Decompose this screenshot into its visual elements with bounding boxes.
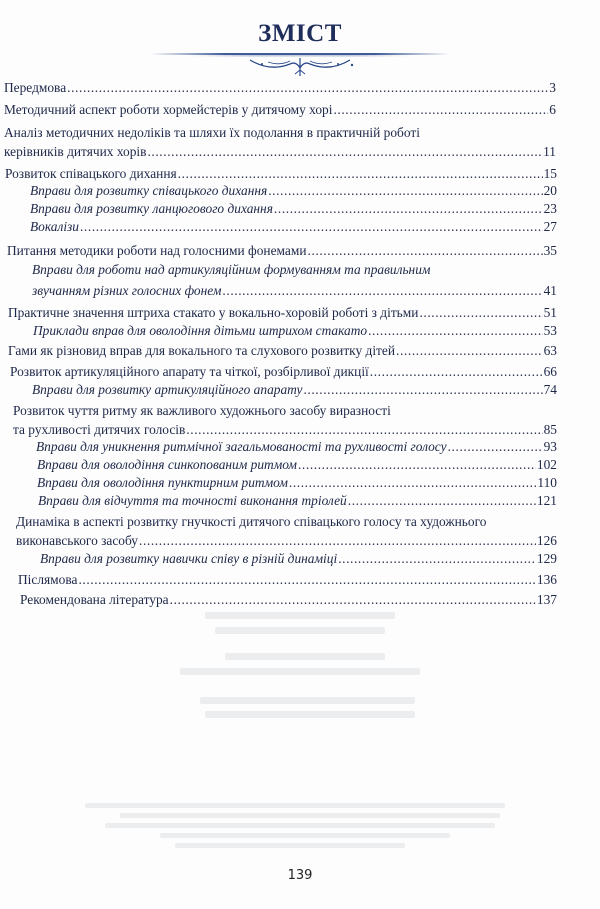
toc-entry-title: Вокалізи <box>30 219 79 234</box>
leader-dots <box>178 166 543 182</box>
toc-entry-title-continued: звучанням різних голосних фонем <box>32 283 222 298</box>
toc-subentry[interactable] <box>32 382 557 398</box>
toc-subentry[interactable] <box>30 219 557 235</box>
toc-entry-page: 129 <box>536 551 557 566</box>
toc-subentry[interactable] <box>37 457 557 473</box>
leader-dots <box>186 422 542 438</box>
toc-entry-page: 3 <box>549 80 556 95</box>
toc-entry-title: Рекомендована література <box>20 592 169 607</box>
toc-entry-page: 137 <box>536 592 557 607</box>
toc-entry-title-continued: керівників дитячих хорів <box>4 144 147 159</box>
toc-entry[interactable] <box>18 572 557 588</box>
toc-subentry[interactable] <box>38 493 557 509</box>
toc-entry[interactable] <box>20 592 557 608</box>
leader-dots <box>419 305 542 321</box>
toc-entry[interactable] <box>13 403 557 438</box>
toc-entry-page: 53 <box>543 323 557 338</box>
toc-entry-title-continued: та рухливості дитячих голосів <box>13 422 186 437</box>
toc-subentry[interactable] <box>40 551 557 567</box>
toc-entry-title: Розвиток співацького дихання <box>5 166 177 181</box>
leader-dots <box>139 533 536 549</box>
toc-entry-title: Гами як різновид вправ для вокального та слухового розвитку дітей <box>8 343 396 358</box>
toc-entry-page: 74 <box>543 382 557 397</box>
leader-dots <box>396 343 543 359</box>
leader-dots <box>303 382 542 398</box>
leader-dots <box>348 493 536 509</box>
toc-entry-title: Приклади вправ для оволодіння дітьми штрихом стакато <box>33 323 368 338</box>
toc-entry-page: 20 <box>543 183 557 198</box>
toc-entry-title: Вправи для розвитку навички співу в різній динаміці <box>40 551 338 566</box>
toc-entry-page: 110 <box>537 475 557 490</box>
toc-entry[interactable] <box>4 102 556 118</box>
toc-entry-page: 41 <box>543 283 557 298</box>
toc-entry-page: 11 <box>543 144 556 159</box>
leader-dots <box>268 183 542 199</box>
toc-entry-title: Розвиток артикуляційного апарату та чіткої, розбірливої дикції <box>10 364 369 379</box>
leader-dots <box>274 201 543 217</box>
leader-dots <box>170 592 536 608</box>
toc-entry-page: 136 <box>536 572 557 587</box>
toc-entry-title: Вправи для оволодіння синкопованим ритмом <box>37 457 297 472</box>
toc-entry-title: Вправи для оволодіння пунктирним ритмом <box>37 475 288 490</box>
toc-subentry[interactable] <box>37 475 557 491</box>
leader-dots <box>222 283 542 299</box>
toc-entry-title: Вправи для розвитку ланцюгового дихання <box>30 201 273 216</box>
leader-dots <box>147 144 542 160</box>
toc-entry[interactable] <box>4 125 556 160</box>
toc-entry-title: Вправи для уникнення ритмічної загальмованості та рухливості голосу <box>36 439 447 454</box>
toc-entry-page: 27 <box>543 219 557 234</box>
toc-entry-page: 23 <box>543 201 557 216</box>
toc-subentry[interactable] <box>30 201 557 217</box>
toc-entry[interactable] <box>7 243 557 259</box>
toc-entry[interactable] <box>8 343 557 359</box>
leader-dots <box>67 80 548 96</box>
toc-entry-page: 85 <box>543 422 557 437</box>
toc-entry-title: Питання методики роботи над голосними фонемами <box>7 243 307 258</box>
toc-entry-page: 102 <box>536 457 557 472</box>
toc-entry[interactable] <box>4 80 556 96</box>
toc-entry-page: 121 <box>536 493 557 508</box>
toc-entry-title-continued: виконавського засобу <box>16 533 139 548</box>
toc-subentry[interactable] <box>30 183 557 199</box>
toc-entry-title: Післямова <box>18 572 78 587</box>
toc-entry-title: Вправи для роботи над артикуляційним формуванням та правильним <box>32 262 431 277</box>
toc-entry-page: 93 <box>543 439 557 454</box>
leader-dots <box>78 572 535 588</box>
leader-dots <box>333 102 548 118</box>
leader-dots <box>80 219 543 235</box>
toc-entry-page: 66 <box>543 364 557 379</box>
toc-entry[interactable] <box>16 514 557 549</box>
leader-dots <box>308 243 543 259</box>
toc-entry[interactable] <box>10 364 557 380</box>
toc-entry-title: Вправи для розвитку співацького дихання <box>30 183 268 198</box>
toc-entry-page: 51 <box>543 305 557 320</box>
toc-entry-page: 63 <box>543 343 557 358</box>
leader-dots <box>289 475 537 491</box>
toc-entry-page: 126 <box>536 533 557 548</box>
leader-dots <box>338 551 536 567</box>
toc-entry-page: 6 <box>549 102 556 117</box>
toc-subentry[interactable] <box>32 262 557 299</box>
toc-subentry[interactable] <box>36 439 557 455</box>
page-number: 139 <box>287 868 313 883</box>
toc-entry-title: Практичне значення штриха стакато у вокально-хоровій роботі з дітьми <box>8 305 419 320</box>
toc-entry-page: 15 <box>543 166 557 181</box>
toc-entry-title: Аналіз методичних недоліків та шляхи їх подолання в практичній роботі <box>4 125 420 140</box>
leader-dots <box>370 364 543 380</box>
toc-entry[interactable] <box>5 166 557 182</box>
toc-entry-page: 35 <box>543 243 557 258</box>
toc-subentry[interactable] <box>33 323 557 339</box>
toc-entry-title: Вправи для розвитку артикуляційного апарату <box>32 382 303 397</box>
leader-dots <box>298 457 536 473</box>
toc-entry-title: Розвиток чуття ритму як важливого художнього засобу виразності <box>13 403 391 418</box>
page-title: ЗМІСТ <box>258 20 342 47</box>
toc-entry[interactable] <box>8 305 557 321</box>
toc-entry-title: Динаміка в аспекті розвитку гнучкості дитячого співацького голосу та художнього <box>16 514 487 529</box>
toc-entry-title: Вправи для відчуття та точності виконання тріолей <box>38 493 347 508</box>
leader-dots <box>368 323 543 339</box>
toc-entry-title: Методичний аспект роботи хормейстерів у дитячому хорі <box>4 102 333 117</box>
toc-entry-title: Передмова <box>4 80 67 95</box>
title-ornament-icon <box>150 50 450 80</box>
leader-dots <box>448 439 543 455</box>
